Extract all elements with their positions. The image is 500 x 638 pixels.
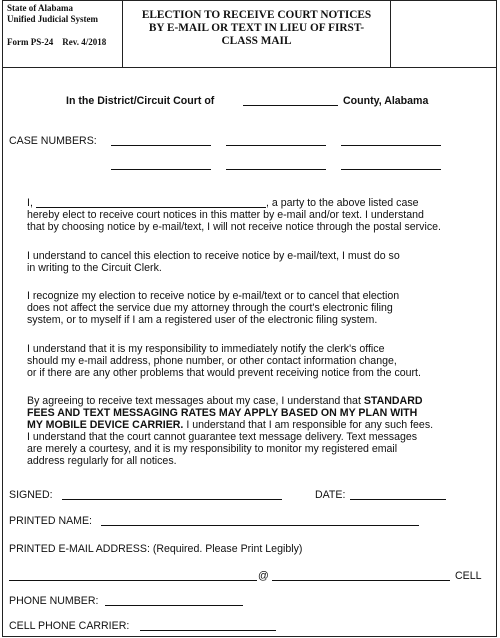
p5-line: [27, 395, 423, 407]
case-number-field[interactable]: [111, 169, 211, 170]
email-user-field[interactable]: [9, 580, 257, 581]
p4-line: or if there are any other problems that would prevent receiving notice from the court.: [27, 367, 421, 379]
p2-line: in writing to the Circuit Clerk.: [27, 262, 162, 274]
p3-line: I recognize my election to receive notice by e-mail/text or to cancel that election: [27, 290, 400, 302]
at-sign: @: [258, 570, 269, 582]
form-revision: Rev. 4/2018: [62, 37, 107, 47]
phone-field[interactable]: [105, 605, 243, 606]
system-name: Unified Judicial System: [7, 14, 99, 24]
printed-name-label: PRINTED NAME:: [9, 515, 92, 527]
phone-label: PHONE NUMBER:: [9, 595, 99, 607]
date-field[interactable]: [350, 499, 446, 500]
p5-line: address regularly for all notices.: [27, 455, 177, 467]
p4-line: should my e-mail address, phone number, or other contact information change,: [27, 355, 397, 367]
p5-bold: MY MOBILE DEVICE CARRIER.: [27, 419, 184, 431]
p5-line: are merely a courtesy, and it is my responsibility to monitor my registered email: [27, 443, 398, 455]
date-label: DATE:: [315, 489, 346, 501]
signed-label: SIGNED:: [9, 489, 53, 501]
form-number: Form PS-24: [7, 37, 54, 47]
header-agency-block: [2, 0, 123, 68]
state-name: State of Alabama: [7, 3, 73, 13]
case-number-field[interactable]: [341, 145, 441, 146]
cell-label: CELL: [455, 570, 482, 582]
printed-name-field[interactable]: [101, 525, 419, 526]
case-number-field[interactable]: [226, 169, 326, 170]
p5-text: I understand that I am responsible for any such fees.: [183, 419, 434, 431]
case-number-field[interactable]: [111, 145, 211, 146]
county-field[interactable]: [243, 105, 338, 106]
p4-line: I understand that it is my responsibility to immediately notify the clerk's office: [27, 343, 385, 355]
p3-line: system, or to myself if I am a registered user of the electronic filing system.: [27, 314, 378, 326]
form-title: [123, 0, 391, 68]
p5-line: I understand that the court cannot guarantee text message delivery. Text messages: [27, 431, 418, 443]
title-line: ELECTION TO RECEIVE COURT NOTICES: [141, 9, 372, 21]
p3-line: does not affect the service due my attorney through the court's electronic filing: [27, 302, 393, 314]
title-line: BY E-MAIL OR TEXT IN LIEU OF FIRST-: [148, 22, 365, 34]
email-domain-field[interactable]: [272, 580, 450, 581]
party-name-field[interactable]: [36, 207, 266, 208]
printed-email-label: PRINTED E-MAIL ADDRESS: (Required. Please Print Legibly): [9, 543, 303, 555]
signature-field[interactable]: [62, 499, 282, 500]
p5-text: By agreeing to receive text messages about my case, I understand that: [27, 395, 364, 407]
p1-pre: I,: [27, 197, 33, 209]
p2-line: I understand to cancel this election to receive notice by e-mail/text, I must do so: [27, 250, 400, 262]
court-suffix: County, Alabama: [343, 95, 429, 107]
p1-post: , a party to the above listed case: [266, 197, 419, 209]
court-prefix: In the District/Circuit Court of: [66, 95, 215, 107]
form-id-row: [7, 37, 122, 48]
p5-bold: STANDARD: [363, 395, 423, 407]
p5-bold-line: FEES AND TEXT MESSAGING RATES MAY APPLY BASED ON MY PLAN WITH: [27, 407, 418, 419]
case-number-field[interactable]: [341, 169, 441, 170]
case-numbers-label: CASE NUMBERS:: [9, 135, 97, 147]
carrier-label: CELL PHONE CARRIER:: [9, 620, 130, 632]
p1-line: hereby elect to receive court notices in this matter by e-mail and/or text. I understand: [27, 209, 424, 221]
header-blank-box: [391, 0, 497, 68]
title-line: CLASS MAIL: [221, 35, 292, 47]
carrier-field[interactable]: [140, 630, 276, 631]
p1-line: that by choosing notice by e-mail/text, I will not receive notice through the postal service.: [27, 221, 441, 233]
p5-line: [27, 419, 433, 431]
case-number-field[interactable]: [226, 145, 326, 146]
